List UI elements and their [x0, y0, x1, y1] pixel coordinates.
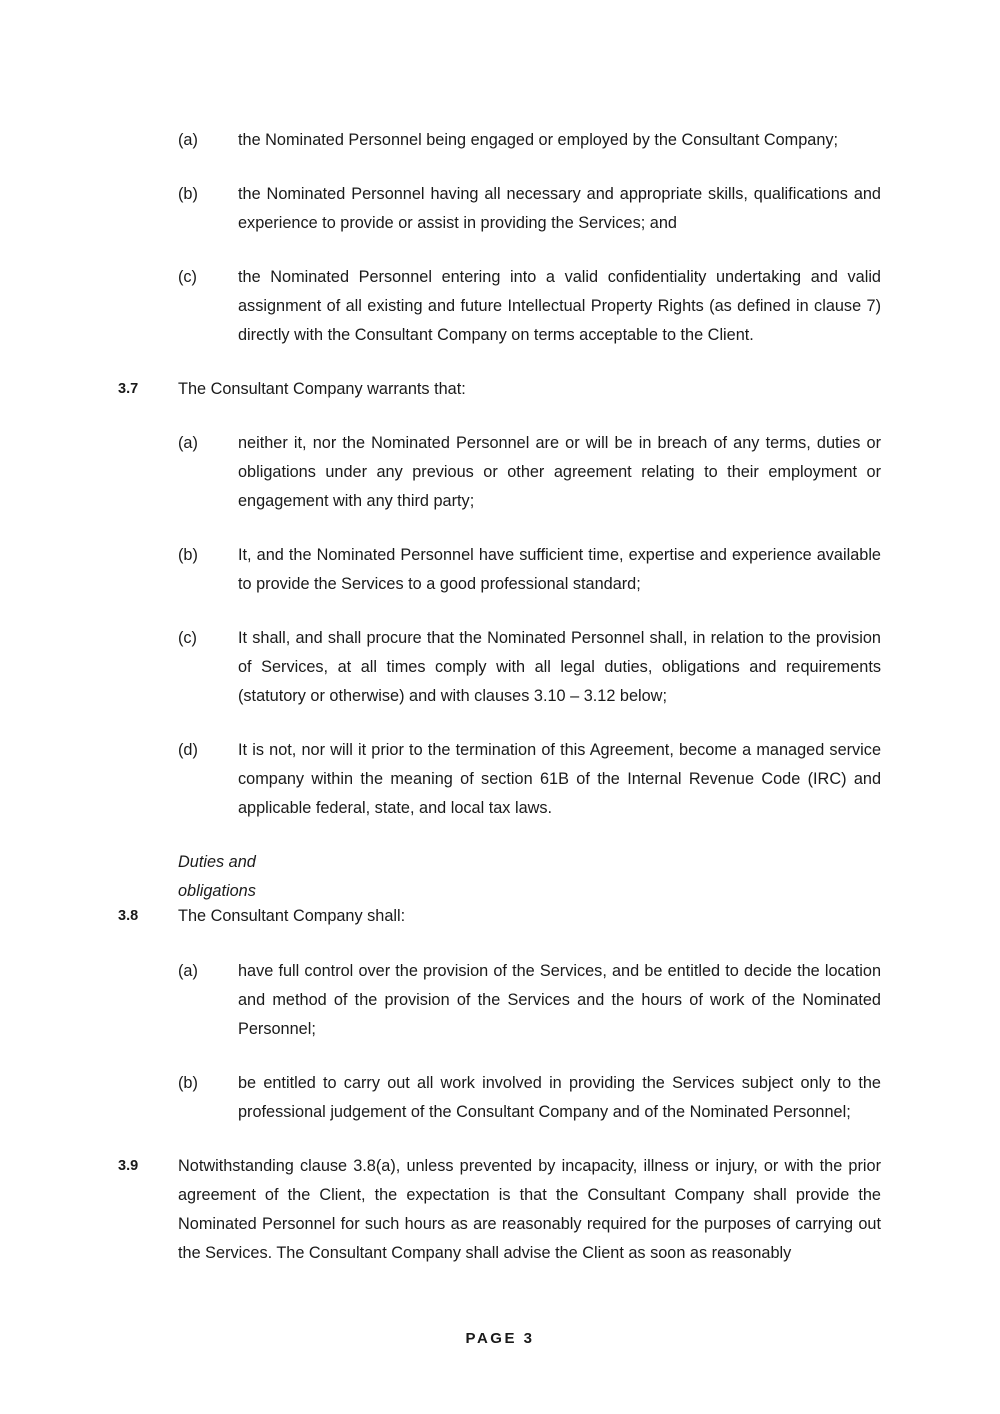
item-text: the Nominated Personnel entering into a valid confidentiality undertaking and valid assignment of all existing and future Intellectual Property Rights (as defined in clause 7) directly with the Consultant Company on terms acceptable to the Client. — [238, 268, 881, 344]
clause-text: Notwithstanding clause 3.8(a), unless prevented by incapacity, illness or injury, or with the prior agreement of the Client, the expectation is that the Consultant Company shall provide the Nominated Personnel for such hours as are reasonably required for the purposes of carrying out the Services. The Consultant Company shall advise the Client as soon as reasonably — [178, 1157, 881, 1262]
item-text: It, and the Nominated Personnel have sufficient time, expertise and experience available to provide the Services to a good professional standard; — [238, 546, 881, 593]
clause-text: The Consultant Company shall: — [178, 907, 406, 925]
item-text: have full control over the provision of the Services, and be entitled to decide the location and method of the provision of the Services and the hours of work of the Nominated Personnel; — [238, 962, 881, 1038]
section-heading-text: Duties and obligations — [178, 853, 256, 900]
item-label: (b) — [178, 185, 198, 203]
item-label: (a) — [178, 131, 198, 149]
item-label: (a) — [178, 434, 198, 452]
page-number: PAGE 3 — [465, 1330, 535, 1347]
clause-number: 3.8 — [118, 908, 139, 924]
item-text: the Nominated Personnel being engaged or employed by the Consultant Company; — [238, 131, 839, 149]
item-label: (a) — [178, 962, 198, 980]
clause-number: 3.7 — [118, 381, 139, 397]
item-label: (b) — [178, 546, 198, 564]
item-text: neither it, nor the Nominated Personnel are or will be in breach of any terms, duties or obligations under any previous or other agreement relating to their employment or engagement with any third party; — [238, 434, 881, 510]
item-label: (b) — [178, 1074, 198, 1092]
item-label: (c) — [178, 268, 197, 286]
item-label: (c) — [178, 629, 197, 647]
item-text: be entitled to carry out all work involved in providing the Services subject only to the professional judgement of the Consultant Company and of the Nominated Personnel; — [238, 1074, 881, 1121]
item-text: It shall, and shall procure that the Nominated Personnel shall, in relation to the provision of Services, at all times comply with all legal duties, obligations and requirements (statutory or otherwise) and with clauses 3.10 – 3.12 below; — [238, 629, 881, 705]
item-text: the Nominated Personnel having all necessary and appropriate skills, qualifications and experience to provide or assist in providing the Services; and — [238, 185, 881, 232]
clause-number: 3.9 — [118, 1158, 139, 1174]
item-label: (d) — [178, 741, 198, 759]
item-text: It is not, nor will it prior to the termination of this Agreement, become a managed service company within the meaning of section 61B of the Internal Revenue Code (IRC) and applicable federal, state, and local tax laws. — [238, 741, 881, 817]
clause-text: The Consultant Company warrants that: — [178, 380, 466, 398]
